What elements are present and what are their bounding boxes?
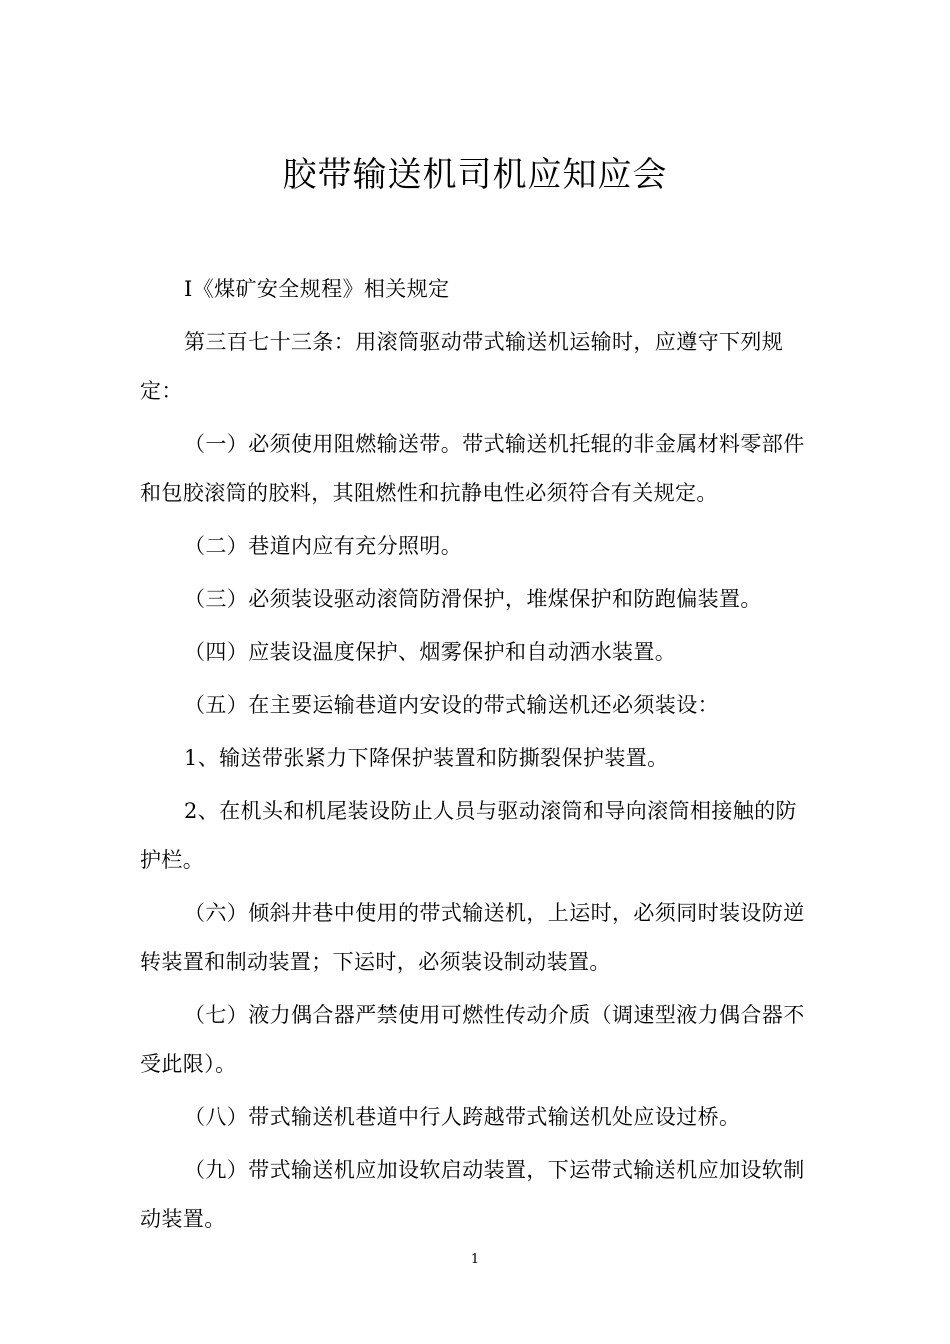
clause-1: （一）必须使用阻燃输送带。带式输送机托辊的非金属材料零部件和包胶滚筒的胶料，其阻燃性和抗静电性必须符合有关规定。 [140, 432, 805, 505]
clause-5: （五）在主要运输巷道内安设的带式输送机还必须装设： [184, 693, 719, 717]
clause-8: （八）带式输送机巷道中行人跨越带式输送机处应设过桥。 [184, 1105, 741, 1129]
document-title: 胶带输送机司机应知应会 [282, 155, 668, 195]
clause-7: （七）液力偶合器严禁使用可燃性传动介质（调速型液力偶合器不受此限）。 [140, 1003, 805, 1076]
clause-2: （二）巷道内应有充分照明。 [184, 534, 463, 558]
article-373-intro: 第三百七十三条：用滚筒驱动带式输送机运输时，应遵守下列规定： [140, 330, 784, 403]
clause-6: （六）倾斜井巷中使用的带式输送机，上运时，必须同时装设防逆转装置和制动装置；下运时，必须装设制动装置。 [140, 901, 805, 974]
page-number: 1 [470, 1252, 480, 1267]
clause-9: （九）带式输送机应加设软启动装置，下运带式输送机应加设软制动装置。 [140, 1158, 805, 1231]
clause-5-item-2: 2、在机头和机尾装设防止人员与驱动滚筒和导向滚筒相接触的防护栏。 [140, 799, 797, 872]
clause-4: （四）应装设温度保护、烟雾保护和自动洒水装置。 [184, 640, 677, 664]
clause-3: （三）必须装设驱动滚筒防滑保护，堆煤保护和防跑偏装置。 [184, 587, 762, 611]
section-heading: Ⅰ《煤矿安全规程》相关规定 [184, 277, 450, 301]
clause-5-item-1: 1、输送带张紧力下降保护装置和防撕裂保护装置。 [184, 746, 669, 770]
document-body [140, 265, 812, 1248]
